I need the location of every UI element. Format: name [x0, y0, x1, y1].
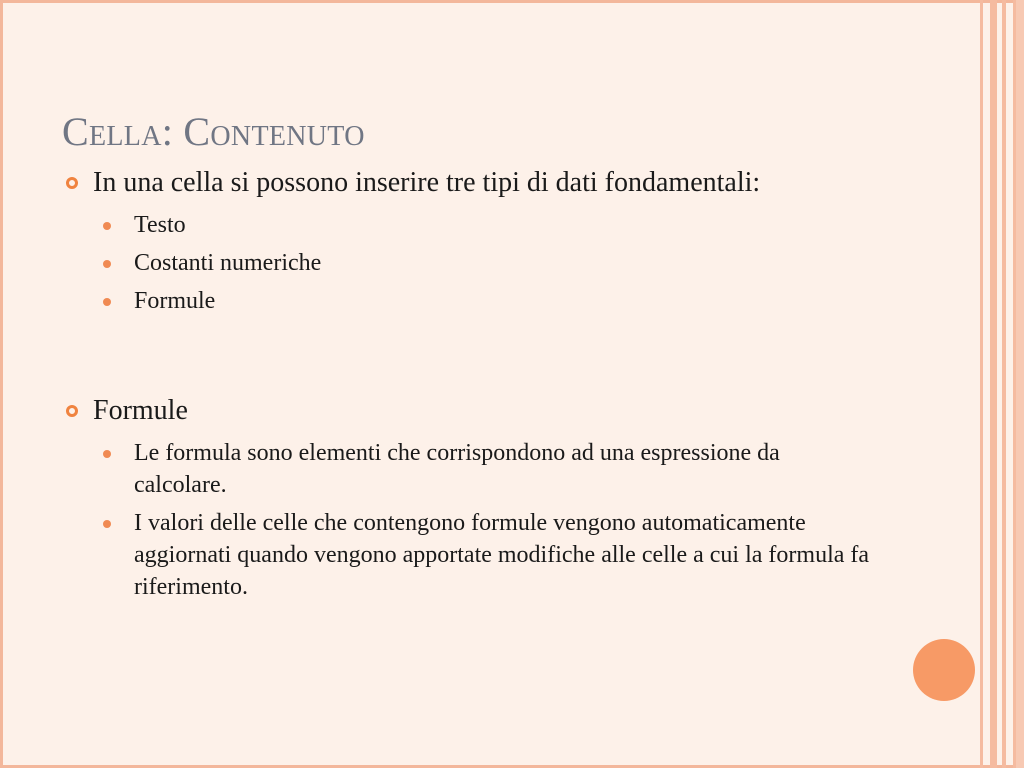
dot-bullet-icon [103, 520, 111, 528]
dot-bullet-icon [103, 298, 111, 306]
decorative-circle [913, 639, 975, 701]
dot-bullet-icon [103, 450, 111, 458]
sub-bullet-text: Testo [134, 212, 186, 238]
sub-bullet-item [103, 209, 872, 241]
bullet-item [62, 394, 872, 427]
slide-content [62, 166, 872, 609]
sub-bullet-item [103, 507, 872, 603]
edge-stripe [990, 0, 997, 768]
sub-bullet-list [62, 209, 872, 317]
sub-bullet-text: Le formula sono elementi che corrispondono ad una espressione da calcolare. [134, 440, 780, 498]
sub-bullet-item [103, 437, 872, 501]
sub-bullet-list [62, 437, 872, 603]
sub-bullet-text: Costanti numeriche [134, 250, 322, 276]
bullet-text: In una cella si possono inserire tre tipi di dati fondamentali: [93, 167, 761, 198]
sub-bullet-text: I valori delle celle che contengono formule vengono automaticamente aggiornati quando vengono apportate modifiche alle celle a cui la formula fa riferimento. [134, 510, 870, 600]
bullet-item [62, 166, 872, 199]
sub-bullet-item [103, 285, 872, 317]
edge-stripe [980, 0, 983, 768]
slide-title: Cella: Contenuto [62, 109, 365, 154]
edge-stripe [1002, 0, 1006, 768]
sub-bullet-text: Formule [134, 288, 216, 314]
ring-bullet-icon [66, 405, 78, 417]
ring-bullet-icon [66, 177, 78, 189]
edge-fill [1016, 0, 1024, 768]
sub-bullet-item [103, 247, 872, 279]
dot-bullet-icon [103, 222, 111, 230]
bullet-text: Formule [93, 395, 188, 426]
dot-bullet-icon [103, 260, 111, 268]
